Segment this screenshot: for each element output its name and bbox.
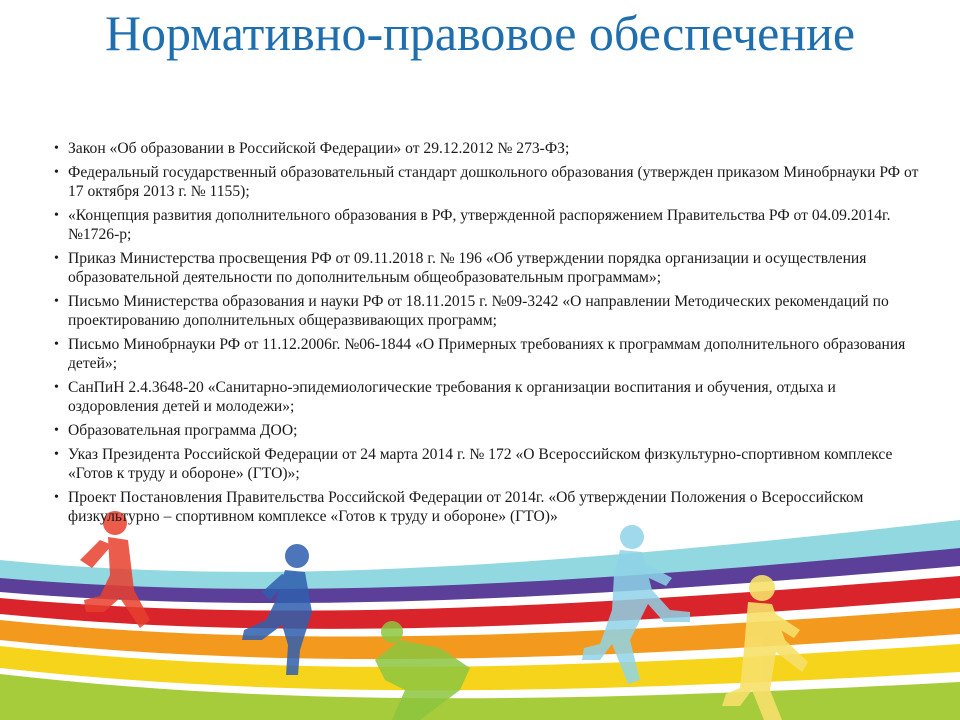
list-item [54, 488, 924, 526]
list-item-text: Федеральный государственный образовательный стандарт дошкольного образования (утвержден приказом Минобрнауки РФ от 17 октября 2013 г. № 1155); [68, 164, 919, 200]
list-item [54, 421, 924, 440]
bullet-icon: • [54, 380, 59, 395]
list-item-text: Закон «Об образовании в Российской Федерации» от 29.12.2012 № 273-ФЗ; [68, 140, 570, 157]
list-item-text: СанПиН 2.4.3648-20 «Санитарно-эпидемиологические требования к организации воспитания и обучения, отдыха и оздоровления детей и молодежи»; [68, 379, 836, 415]
bullet-icon: • [54, 337, 59, 352]
bullet-icon: • [54, 208, 59, 223]
list-item [54, 445, 924, 483]
bullet-icon: • [54, 447, 59, 462]
bullet-icon: • [54, 251, 59, 266]
bullet-icon: • [54, 423, 59, 438]
list-item-text: Образовательная программа ДОО; [68, 422, 298, 439]
list-item [54, 292, 924, 330]
list-item [54, 206, 924, 244]
list-item-text: Приказ Министерства просвещения РФ от 09.11.2018 г. № 196 «Об утверждении порядка организации и осуществления образовательной деятельности по дополнительным общеобразовательным программам»; [68, 250, 867, 286]
list-item [54, 335, 924, 373]
slide-title: Нормативно-правовое обеспечение [104, 5, 856, 61]
bullet-icon: • [54, 490, 59, 505]
list-item-text: Письмо Министерства образования и науки РФ от 18.11.2015 г. №09-3242 «О направлении Методических рекомендаций по проектированию дополнительных общеразвивающих программ; [68, 293, 889, 329]
list-item-text: Проект Постановления Правительства Российской Федерации от 2014г. «Об утверждении Положения о Всероссийском физкультурно – спортивном комплексе «Готов к труду и обороне» (ГТО)» [68, 489, 864, 525]
list-item [54, 163, 924, 201]
list-item [54, 139, 924, 158]
bullet-icon: • [54, 141, 59, 156]
list-item-text: Указ Президента Российской Федерации от 24 марта 2014 г. № 172 «О Всероссийском физкультурно-спортивном комплексе «Готов к труду и обороне» (ГТО)»; [68, 446, 893, 482]
list-item [54, 378, 924, 416]
list-item-text: Письмо Минобрнауки РФ от 11.12.2006г. №06-1844 «О Примерных требованиях к программам дополнительного образования детей»; [68, 336, 906, 372]
document-list [54, 139, 924, 531]
bullet-icon: • [54, 165, 59, 180]
bullet-icon: • [54, 294, 59, 309]
list-item-text: «Концепция развития дополнительного образования в РФ, утвержденной распоряжением Правительства РФ от 04.09.2014г. №1726-р; [68, 207, 891, 243]
list-item [54, 249, 924, 287]
